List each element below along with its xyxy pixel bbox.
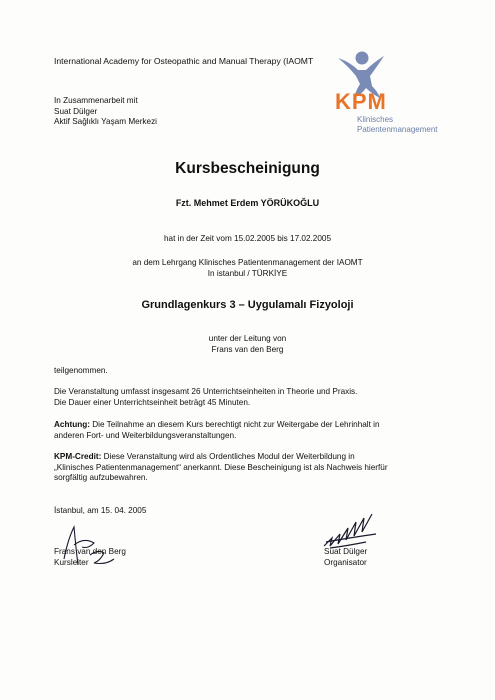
course-title: Grundlagenkurs 3 – Uygulamalı Fizyoloji	[141, 299, 354, 311]
credit-paragraph	[54, 452, 454, 484]
cooperation-line: Suat Dülger	[54, 106, 98, 116]
scope-paragraph	[54, 387, 454, 408]
notice-line-1	[54, 420, 454, 431]
participated-line: teilgenommen.	[54, 366, 108, 375]
certificate-title: Kursbescheinigung	[175, 160, 320, 177]
kpm-subtitle-line: Patientenmanagement	[357, 124, 438, 134]
credit-line: sorgfältig aufzubewahren.	[54, 473, 148, 483]
cooperation-line: In Zusammenarbeit mit	[54, 96, 138, 105]
program-line: an dem Lehrgang Klinisches Patientenmanagement der IAOMT	[132, 258, 363, 267]
organizer-signature-block	[324, 547, 367, 568]
cooperation-line: Aktif Sağlıklı Yaşam Merkezi	[54, 117, 157, 127]
credit-line: „Klinisches Patientenmanagement“ anerkannt. Diese Bescheinigung ist als Nachweis hierfür	[54, 462, 388, 472]
participant-name: Fzt. Mehmet Erdem YÖRÜKOĞLU	[175, 198, 320, 208]
place-and-date: İstanbul, am 15. 04. 2005	[54, 506, 147, 515]
program-line: In istanbul / TÜRKİYE	[207, 268, 288, 278]
notice-paragraph	[54, 420, 454, 441]
scope-line: Die Dauer einer Unterrichtseinheit beträgt 45 Minuten.	[54, 397, 251, 407]
instructor-role: Kursleiter	[54, 557, 89, 567]
cooperation-block	[54, 96, 157, 128]
kpm-logo-subtitle	[357, 115, 438, 134]
organizer-signature	[318, 508, 380, 552]
course-lead-block	[0, 334, 495, 355]
instructor-signature-block	[54, 547, 126, 568]
credit-label: KPM-Credit:	[54, 452, 102, 461]
credit-line-1	[54, 452, 454, 463]
program-block	[0, 258, 495, 279]
notice-text: Die Teilnahme an diesem Kurs berechtigt nicht zur Weitergabe der Lehrinhalt in	[89, 420, 380, 429]
organizer-role: Organisator	[324, 557, 367, 567]
kpm-subtitle-line: Klinisches	[357, 115, 394, 124]
kpm-logo-text: KPM	[335, 89, 387, 114]
notice-label: Achtung:	[54, 420, 90, 429]
instructor-name: Frans van den Berg	[54, 547, 126, 556]
course-period: hat in der Zeit vom 15.02.2005 bis 17.02.2005	[163, 234, 332, 243]
academy-header: International Academy for Osteopathic and Manual Therapy (IAOMT	[54, 56, 314, 66]
lead-line: unter der Leitung von	[208, 334, 287, 343]
organizer-name: Suat Dülger	[324, 547, 368, 556]
credit-text: Diese Veranstaltung wird als Ordentliches Modul der Weiterbildung in	[101, 452, 355, 461]
lead-instructor: Frans van den Berg	[211, 344, 284, 354]
scope-line: Die Veranstaltung umfasst insgesamt 26 Unterrichtseinheiten in Theorie und Praxis.	[54, 387, 358, 396]
notice-line: anderen Fort- und Weiterbildungsveranstaltungen.	[54, 430, 237, 440]
participated-text	[54, 366, 454, 377]
